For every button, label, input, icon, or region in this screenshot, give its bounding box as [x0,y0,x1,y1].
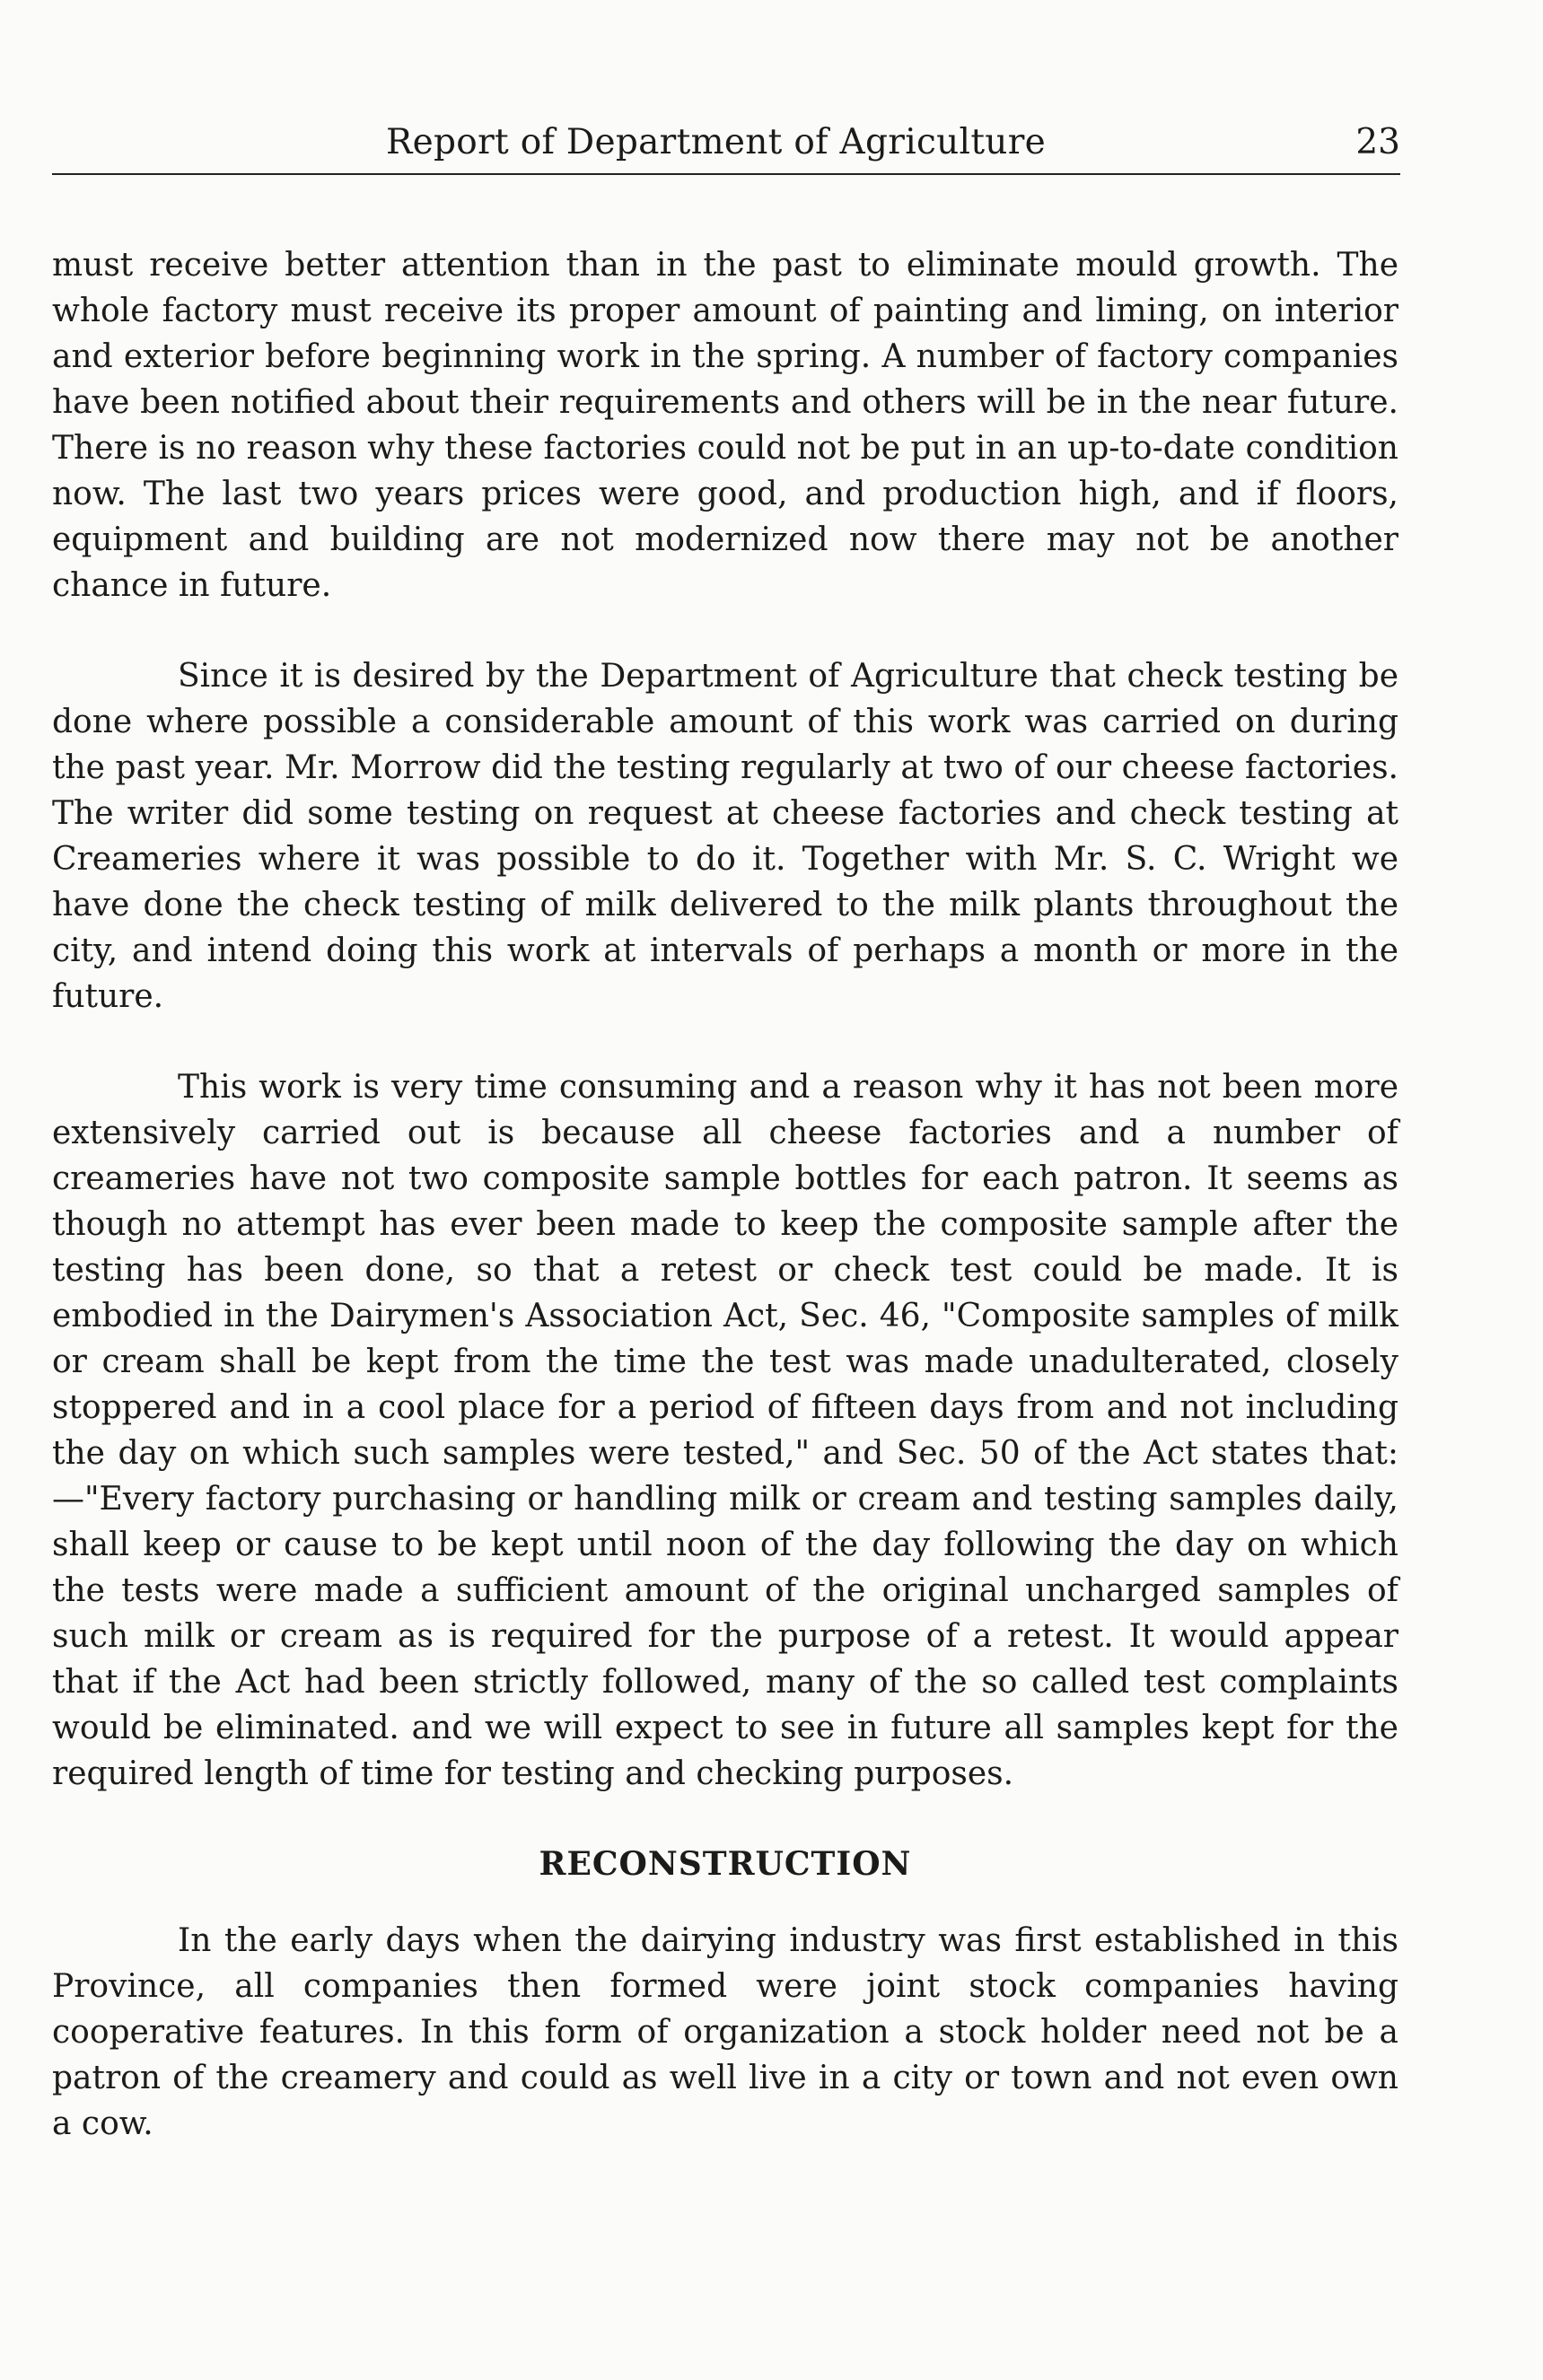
section-heading: RECONSTRUCTION [539,1845,912,1883]
paragraph-check-testing: Since it is desired by the Department of Agriculture that check testing be done where possible a considerable amount of this work was carried on during the past year. Mr. Morrow did the testing regularly at two of our cheese factories. The writer did some testing on request at cheese factories and check testing at Creameries where it was possible to do it. Together with Mr. S. C. Wright we have done the check testing of milk delivered to the milk plants throughout the city, and intend doing this work at intervals of perhaps a month or more in the future. [52,658,1398,1015]
page-number: 23 [1355,122,1400,162]
body-text [52,242,1398,2147]
section-gap [52,1797,1398,1842]
paragraph-gap [52,1019,1398,1064]
header-title: Report of Department of Agriculture [386,122,1047,162]
paragraph-composite-samples: This work is very time consuming and a reason why it has not been more extensively carried out is because all cheese factories and a number of creameries have not two composite sample bottles for each patron. It seems as though no attempt has ever been made to keep the composite sample after the testing has been done, so that a retest or check test could be made. It is embodied in the Dairymen's Association Act, Sec. 46, "Composite samples of milk or cream shall be kept from the time the test was made unadulterated, closely stoppered and in a cool place for a period of fifteen days from and not including the day on which such samples were tested," and Sec. 50 of the Act states that:—"Every factory purchasing or handling milk or cream and testing samples daily, shall keep or cause to be kept until noon of the day following the day on which the tests were made a sufficient amount of the original uncharged samples of such milk or cream as is required for the purpose of a retest. It would appear that if the Act had been strictly followed, many of the so called test complaints would be eliminated. and we will expect to see in future all samples kept for the required length of time for testing and checking purposes. [52,1069,1398,1792]
header-rule [52,173,1400,175]
paragraph-gap [52,608,1398,653]
paragraph-reconstruction: In the early days when the dairying industry was first established in this Province, all companies then formed were joint stock companies having cooperative features. In this form of organization a stock holder need not be a patron of the creamery and could as well live in a city or town and not even own a cow. [52,1922,1398,2142]
paragraph-factory-maintenance: must receive better attention than in the past to eliminate mould growth. The whole factory must receive its proper amount of painting and liming, on interior and exterior before beginning work in the spring. A number of factory companies have been notified about their requirements and others will be in the near future. There is no reason why these factories could not be put in an up-to-date condition now. The last two years prices were good, and production high, and if floors, equipment and building are not modernized now there may not be another chance in future. [52,247,1398,604]
running-header [52,121,1400,180]
section-gap [52,1887,1398,1918]
